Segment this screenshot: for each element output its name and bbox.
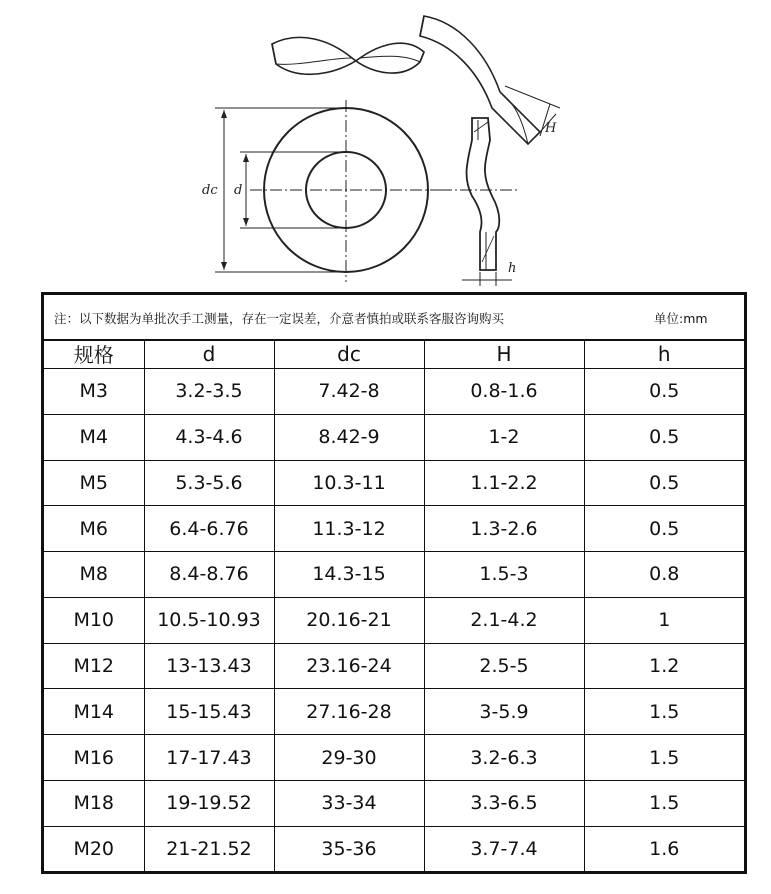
wave-washer-drawing: [0, 0, 771, 292]
spec-cell: M6: [44, 506, 144, 552]
h-cell: 1.5: [584, 689, 744, 735]
H-cell: 3.7-7.4: [424, 826, 584, 871]
d-cell: 5.3-5.6: [144, 460, 274, 506]
d-cell: 3.2-3.5: [144, 369, 274, 415]
H-cell: 1-2: [424, 414, 584, 460]
header-dc: dc: [274, 339, 424, 369]
spec-cell: M18: [44, 780, 144, 826]
table-row: [44, 643, 744, 689]
H-cell: 3-5.9: [424, 689, 584, 735]
spec-cell: M5: [44, 460, 144, 506]
label-h: h: [508, 261, 517, 276]
H-cell: 1.5-3: [424, 552, 584, 598]
d-cell: 10.5-10.93: [144, 597, 274, 643]
d-cell: 19-19.52: [144, 780, 274, 826]
label-H: H: [545, 121, 557, 136]
d-cell: 4.3-4.6: [144, 414, 274, 460]
table-row: [44, 552, 744, 598]
dc-cell: 23.16-24: [274, 643, 424, 689]
H-cell: 1.1-2.2: [424, 460, 584, 506]
H-cell: 3.2-6.3: [424, 735, 584, 781]
h-cell: 0.8: [584, 552, 744, 598]
table-row: [44, 780, 744, 826]
table-row: [44, 460, 744, 506]
H-cell: 1.3-2.6: [424, 506, 584, 552]
h-cell: 1.5: [584, 780, 744, 826]
spec-cell: M12: [44, 643, 144, 689]
header-spec: 规格: [44, 339, 144, 369]
label-d: d: [234, 183, 243, 198]
spec-cell: M4: [44, 414, 144, 460]
d-cell: 13-13.43: [144, 643, 274, 689]
H-cell: 0.8-1.6: [424, 369, 584, 415]
header-d: d: [144, 339, 274, 369]
h-cell: 0.5: [584, 414, 744, 460]
table-header-row: [44, 339, 744, 369]
d-cell: 15-15.43: [144, 689, 274, 735]
header-H: H: [424, 339, 584, 369]
H-cell: 2.5-5: [424, 643, 584, 689]
dc-cell: 20.16-21: [274, 597, 424, 643]
dc-cell: 11.3-12: [274, 506, 424, 552]
table-row: [44, 414, 744, 460]
table-row: [44, 369, 744, 415]
spec-table: [41, 292, 747, 874]
h-cell: 1.6: [584, 826, 744, 871]
spec-cell: M16: [44, 735, 144, 781]
dc-cell: 27.16-28: [274, 689, 424, 735]
dc-cell: 33-34: [274, 780, 424, 826]
spec-cell: M14: [44, 689, 144, 735]
table-row: [44, 689, 744, 735]
h-cell: 1.2: [584, 643, 744, 689]
h-cell: 1.5: [584, 735, 744, 781]
d-cell: 8.4-8.76: [144, 552, 274, 598]
H-cell: 3.3-6.5: [424, 780, 584, 826]
spec-cell: M8: [44, 552, 144, 598]
h-cell: 0.5: [584, 506, 744, 552]
h-cell: 1: [584, 597, 744, 643]
spec-cell: M20: [44, 826, 144, 871]
unit-label: 单位:mm: [654, 311, 708, 326]
d-cell: 17-17.43: [144, 735, 274, 781]
h-cell: 0.5: [584, 369, 744, 415]
table-body: [44, 369, 744, 872]
dc-cell: 14.3-15: [274, 552, 424, 598]
spec-cell: M3: [44, 369, 144, 415]
d-cell: 21-21.52: [144, 826, 274, 871]
H-cell: 2.1-4.2: [424, 597, 584, 643]
dc-cell: 29-30: [274, 735, 424, 781]
spec-cell: M10: [44, 597, 144, 643]
h-cell: 0.5: [584, 460, 744, 506]
note-row: [44, 295, 744, 341]
header-h: h: [584, 339, 744, 369]
dc-cell: 7.42-8: [274, 369, 424, 415]
washer-side-section: [467, 118, 500, 270]
dc-cell: 8.42-9: [274, 414, 424, 460]
dimension-table: [44, 339, 744, 871]
table-row: [44, 735, 744, 781]
table-row: [44, 506, 744, 552]
dc-cell: 10.3-11: [274, 460, 424, 506]
measurement-note: 注：以下数据为单批次手工测量，存在一定误差，介意者慎拍或联系客服咨询购买: [54, 311, 505, 326]
table-row: [44, 826, 744, 871]
table-row: [44, 597, 744, 643]
dc-cell: 35-36: [274, 826, 424, 871]
d-cell: 6.4-6.76: [144, 506, 274, 552]
label-dc: dc: [202, 183, 218, 198]
twisted-side-view: [272, 37, 424, 74]
